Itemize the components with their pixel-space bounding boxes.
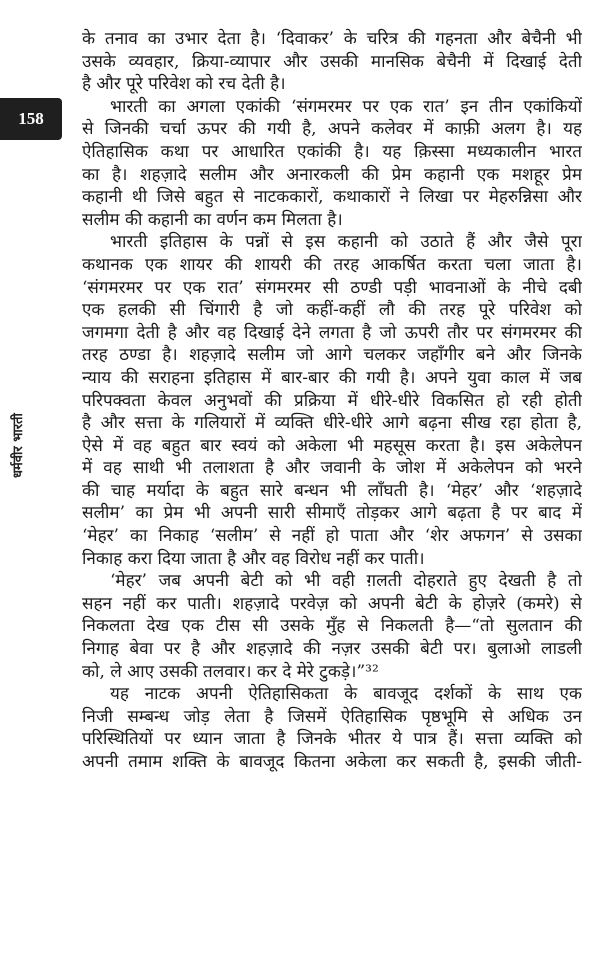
body-text	[82, 28, 582, 774]
text-line: निगाह बेवा पर है और शहज़ादे की नज़र उसकी बेटी पर। बुलाओ लाडली	[82, 639, 582, 660]
text-line: न्याय की सराहना इतिहास में बार-बार की गयी है। अपने युवा काल में जब	[82, 367, 582, 388]
text-line: है और पूरे परिवेश को रच देती है।	[82, 74, 286, 95]
text-line: कहानी थी जिसे बहुत से नाटककारों, कथाकारों ने लिखा पर मेहरुन्निसा और	[82, 187, 582, 208]
text-line: का है। शहज़ादे सलीम और अनारकली की प्रेम कहानी एक मशहूर प्रेम	[82, 164, 582, 185]
text-line: निकलता देख एक टीस सी उसके मुँह से निकलती है—“तो सुलतान की	[82, 616, 582, 637]
text-line: ‘मेहर’ जब अपनी बेटी को भी वही ग़लती दोहराते हुए देखती है तो	[110, 571, 582, 592]
text-line: सलीम की कहानी का वर्णन कम मिलता है।	[82, 209, 343, 230]
running-title: धर्मवीर भारती	[11, 413, 26, 478]
text-line: परिपक्वता केवल अनुभवों की प्रक्रिया में धीरे-धीरे विकसित हो रही होती	[82, 390, 582, 411]
text-line: की चाह मर्यादा के बहुत सारे बन्धन भी लाँघती है। ‘मेहर’ और ‘शहज़ादे	[82, 480, 582, 501]
page-number: 158	[18, 109, 44, 128]
text-line: जगमगा देती है और वह दिखाई देने लगता है जो ऊपरी तौर पर संगमरमर की	[82, 322, 582, 343]
page-number-tab	[0, 98, 62, 140]
text-line: में वह साथी भी तलाशता है और जवानी के जोश में अकेलेपन को भरने	[82, 458, 582, 479]
text-line: कथानक एक शायर की शायरी की तरह आकर्षित करता चला जाता है।	[82, 254, 582, 275]
text-line: सलीम’ का प्रेम भी अपनी सारी सीमाएँ तोड़कर आगे बढ़ता है पर बाद में	[82, 503, 582, 524]
text-line: सहन नहीं कर पाती। शहज़ादे परवेज़ को अपनी बेटी के होज़रे (कमरे) से	[82, 593, 582, 614]
text-line: ऐसे में वह बहुत बार स्वयं को अकेला भी महसूस करता है। इस अकेलेपन	[82, 435, 582, 456]
text-line: यह नाटक अपनी ऐतिहासिकता के बावजूद दर्शकों के साथ एक	[110, 684, 582, 705]
text-line: तरह ठण्डा है। शहज़ादे सलीम जो आगे चलकर जहाँगीर बने और जिनके	[82, 345, 582, 366]
text-line: भारती इतिहास के पन्नों से इस कहानी को उठाते हैं और जैसे पूरा	[110, 232, 582, 253]
text-line: निकाह करा दिया जाता है और वह विरोध नहीं कर पाती।	[82, 548, 425, 569]
text-line: उसके व्यवहार, क्रिया-व्यापार और उसकी मानसिक बेचैनी में दिखाई देती	[82, 51, 582, 72]
text-line: निजी सम्बन्ध जोड़ लेता है जिसमें ऐतिहासिक पृष्ठभूमि से अधिक उन	[82, 706, 582, 727]
text-line: को, ले आए उसकी तलवार। कर दे मेरे टुकड़े।”³²	[82, 661, 379, 682]
text-line: के तनाव का उभार देता है। ‘दिवाकर’ के चरित्र की गहनता और बेचैनी भी	[82, 29, 582, 49]
text-line: ऐतिहासिक कथा पर आधारित एकांकी है। यह क़िस्सा मध्यकालीन भारत	[82, 141, 582, 162]
text-line: एक हलकी सी चिंगारी है जो कहीं-कहीं लौ की तरह पूरे परिवेश को	[82, 300, 582, 321]
text-line: ‘मेहर’ का निकाह ‘सलीम’ से नहीं हो पाता और ‘शेर अफगन’ से उसका	[82, 526, 582, 547]
text-line: अपनी तमाम शक्ति के बावजूद कितना अकेला कर सकती है, इसकी जीती-	[82, 752, 582, 772]
text-line: भारती का अगला एकांकी ‘संगमरमर पर एक रात’ इन तीन एकांकियों	[110, 96, 582, 117]
text-line: है और सत्ता के गलियारों में व्यक्ति धीरे-धीरे आगे बढ़ना सीख रहा होता है,	[82, 413, 582, 434]
text-line: ‘संगमरमर पर एक रात’ संगमरमर सी ठण्डी पड़ी भावनाओं के नीचे दबी	[82, 277, 582, 298]
text-line: परिस्थितियों पर ध्यान जाता है जिनके भीतर ये पात्र हैं। सत्ता व्यक्ति को	[82, 729, 582, 750]
text-line: से जिनकी चर्चा ऊपर की गयी है, अपने कलेवर में काफ़ी अलग है। यह	[82, 119, 582, 140]
